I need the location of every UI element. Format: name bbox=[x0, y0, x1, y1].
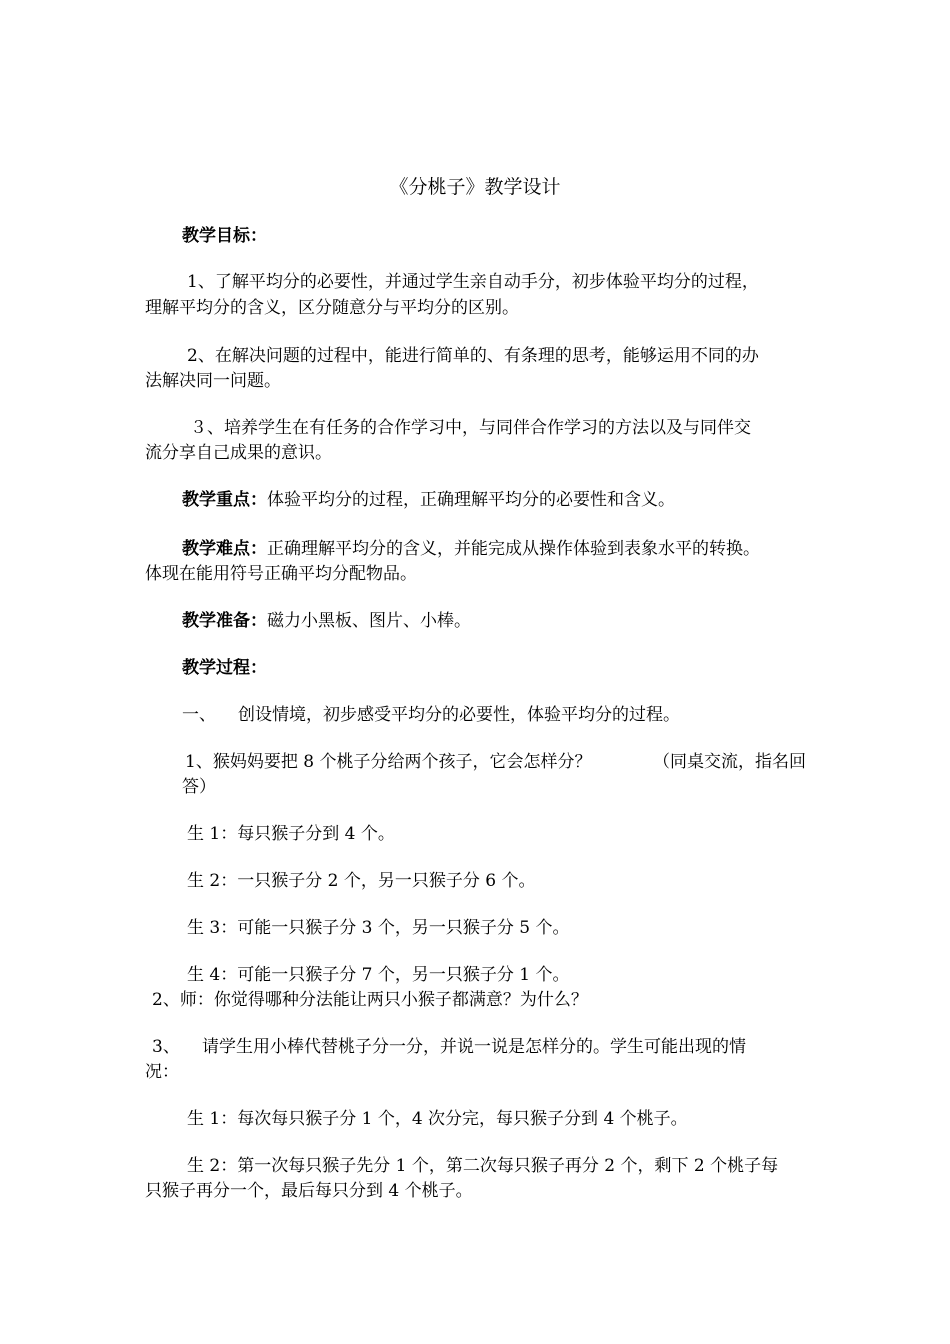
section-1-number: 一、 bbox=[182, 705, 216, 725]
question-3-line-1: 请学生用小棒代替桃子分一分，并说一说是怎样分的。学生可能出现的情 bbox=[202, 1037, 746, 1057]
key-point bbox=[182, 488, 675, 512]
goal-1-line-1: 1、了解平均分的必要性，并通过学生亲自动手分，初步体验平均分的过程， bbox=[187, 272, 759, 292]
student-answer-4: 生 4：可能一只猴子分 7 个，另一只猴子分 1 个。 bbox=[187, 965, 570, 985]
preparation bbox=[182, 609, 471, 633]
goal-3-line-2: 流分享自己成果的意识。 bbox=[145, 443, 332, 463]
difficulty-point bbox=[182, 537, 760, 561]
result-answer-2-line-2: 只猴子再分一个，最后每只分到 4 个桃子。 bbox=[145, 1181, 473, 1201]
question-3-number: 3、 bbox=[152, 1037, 180, 1057]
preparation-text: 磁力小黑板、图片、小棒。 bbox=[267, 611, 471, 631]
result-answer-2-line-1: 生 2：第一次每只猴子先分 1 个，第二次每只猴子再分 2 个，剩下 2 个桃子每 bbox=[187, 1156, 779, 1176]
question-1-note: （同桌交流，指名回 bbox=[653, 752, 806, 772]
goals-heading: 教学目标： bbox=[182, 226, 267, 246]
process-heading: 教学过程： bbox=[182, 658, 267, 678]
goal-3-line-1: ３、培养学生在有任务的合作学习中，与同伴合作学习的方法以及与同伴交 bbox=[190, 418, 751, 438]
question-1-line-1: 1、猴妈妈要把 8 个桃子分给两个孩子，它会怎样分？ bbox=[185, 752, 592, 772]
difficulty-label: 教学难点： bbox=[182, 539, 267, 559]
student-answer-1: 生 1：每只猴子分到 4 个。 bbox=[187, 824, 395, 844]
student-answer-3: 生 3：可能一只猴子分 3 个，另一只猴子分 5 个。 bbox=[187, 918, 570, 938]
difficulty-line-2: 体现在能用符号正确平均分配物品。 bbox=[145, 564, 417, 584]
result-answer-1: 生 1：每次每只猴子分 1 个，4 次分完，每只猴子分到 4 个桃子。 bbox=[187, 1109, 688, 1129]
question-2: 2、师：你觉得哪种分法能让两只小猴子都满意？为什么？ bbox=[152, 990, 588, 1010]
question-1-line-2: 答） bbox=[182, 777, 216, 797]
goal-1-line-2: 理解平均分的含义，区分随意分与平均分的区别。 bbox=[145, 298, 519, 318]
goal-2-line-2: 法解决同一问题。 bbox=[145, 371, 281, 391]
difficulty-text: 正确理解平均分的含义，并能完成从操作体验到表象水平的转换。 bbox=[267, 539, 760, 559]
key-point-label: 教学重点： bbox=[182, 490, 267, 510]
preparation-label: 教学准备： bbox=[182, 611, 267, 631]
goal-2-line-1: 2、在解决问题的过程中，能进行简单的、有条理的思考，能够运用不同的办 bbox=[187, 346, 759, 366]
document-title: 《分桃子》教学设计 bbox=[389, 176, 561, 198]
section-1-title: 创设情境，初步感受平均分的必要性，体验平均分的过程。 bbox=[238, 705, 680, 725]
question-3-line-2: 况： bbox=[145, 1062, 179, 1082]
key-point-text: 体验平均分的过程，正确理解平均分的必要性和含义。 bbox=[267, 490, 675, 510]
student-answer-2: 生 2：一只猴子分 2 个，另一只猴子分 6 个。 bbox=[187, 871, 536, 891]
